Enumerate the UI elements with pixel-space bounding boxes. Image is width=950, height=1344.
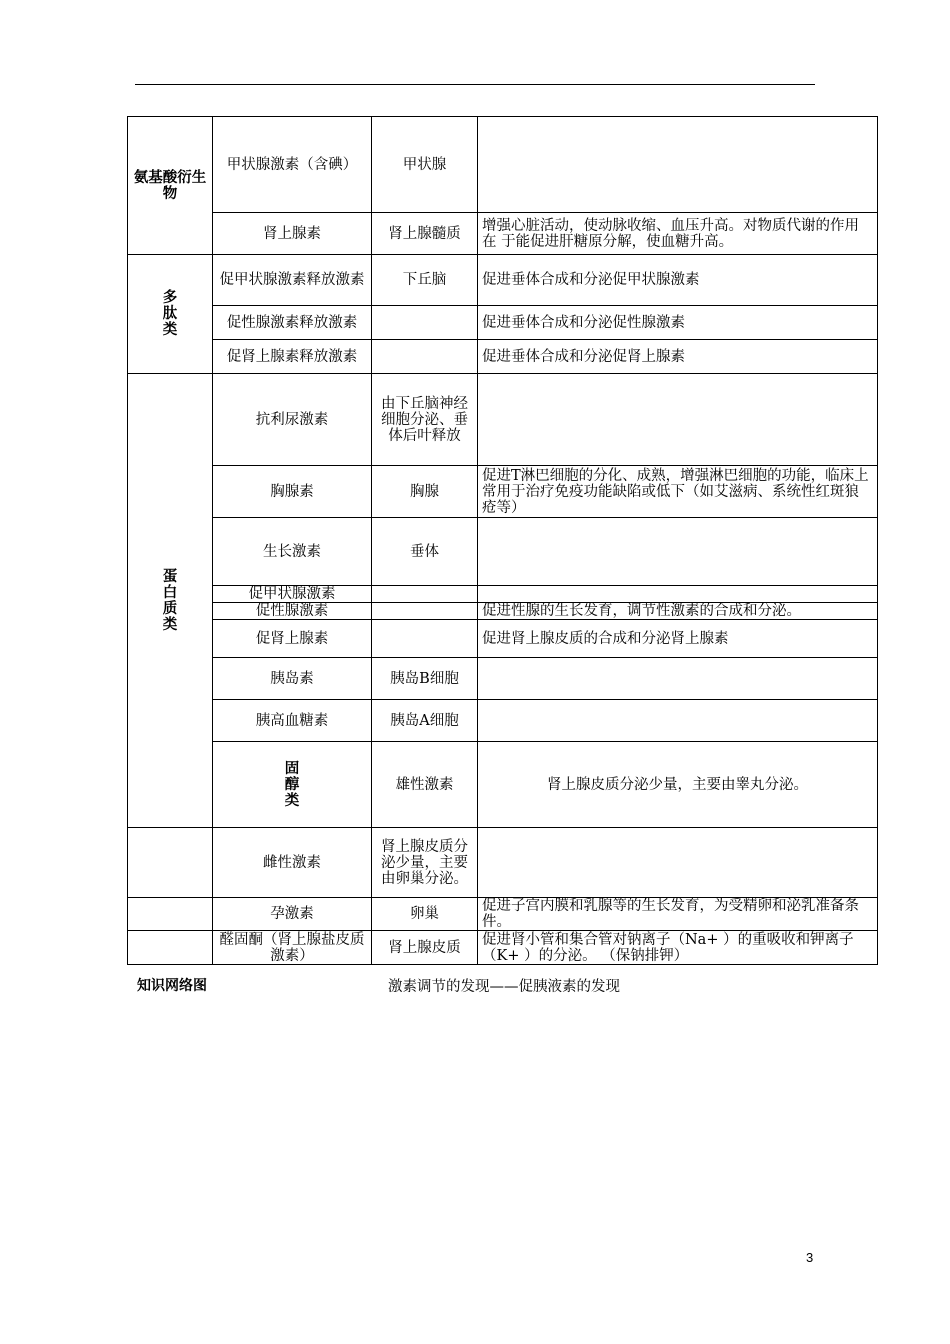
hormone-source: 肾上腺皮质分泌少量，主要由睾丸分泌。 — [478, 742, 878, 828]
hormone-source: 胰岛A细胞 — [372, 700, 478, 742]
hormone-source: 胸腺 — [372, 466, 478, 518]
hormone-name: 促甲状腺激素释放激素 — [213, 255, 372, 306]
category-blank — [128, 828, 213, 898]
hormone-name: 促肾上腺素释放激素 — [213, 340, 372, 374]
category-blank — [128, 931, 213, 965]
hormone-function: 促进T淋巴细胞的分化、成熟，增强淋巴细胞的功能，临床上常用于治疗免疫功能缺陷或低下（如艾滋病、系统性红斑狼疮等） — [478, 466, 878, 518]
table-row — [128, 117, 878, 213]
category-peptide: 多肽类 — [128, 255, 213, 374]
table-row — [128, 742, 878, 828]
table-row — [128, 306, 878, 340]
hormone-function — [478, 374, 878, 466]
hormone-name: 胸腺素 — [213, 466, 372, 518]
hormone-function: 促进肾小管和集合管对钠离子（Na+ ）的重吸收和钾离子（K+ ）的分泌。 （保钠排钾） — [478, 931, 878, 965]
page-number: 3 — [806, 1250, 814, 1265]
hormone-source: 肾上腺皮质分泌少量，主要由卵巢分泌。 — [372, 828, 478, 898]
hormone-function — [478, 700, 878, 742]
hormone-name: 促性腺激素释放激素 — [213, 306, 372, 340]
hormone-function: 增强心脏活动，使动脉收缩、血压升高。对物质代谢的作用在 于能促进肝糖原分解，使血糖升高。 — [478, 213, 878, 255]
hormone-source: 垂体 — [372, 518, 478, 586]
hormone-name: 促性腺激素 — [213, 603, 372, 620]
category-steroid: 固醇类 — [213, 742, 372, 828]
header-rule — [135, 84, 815, 85]
hormone-function: 促进性腺的生长发育，调节性激素的合成和分泌。 — [478, 603, 878, 620]
hormone-function: 促进子宫内膜和乳腺等的生长发育，为受精卵和泌乳准备条件。 — [478, 898, 878, 931]
table-row — [128, 518, 878, 586]
table-row — [128, 620, 878, 658]
table-row — [128, 374, 878, 466]
hormone-source: 由下丘脑神经细胞分泌、垂体后叶释放 — [372, 374, 478, 466]
hormone-function: 促进垂体合成和分泌促性腺激素 — [478, 306, 878, 340]
hormone-function: 促进垂体合成和分泌促肾上腺素 — [478, 340, 878, 374]
hormone-source — [372, 603, 478, 620]
hormone-source: 卵巢 — [372, 898, 478, 931]
hormone-name: 胰岛素 — [213, 658, 372, 700]
hormone-function: 促进肾上腺皮质的合成和分泌肾上腺素 — [478, 620, 878, 658]
table-row — [128, 466, 878, 518]
hormone-name: 抗利尿激素 — [213, 374, 372, 466]
hormone-source: 肾上腺皮质 — [372, 931, 478, 965]
hormone-name: 雌性激素 — [213, 828, 372, 898]
hormone-function: 促进垂体合成和分泌促甲状腺激素 — [478, 255, 878, 306]
category-protein: 蛋白质类 — [128, 374, 213, 828]
knowledge-map-heading: 知识网络图 — [137, 978, 207, 994]
hormone-source: 肾上腺髓质 — [372, 213, 478, 255]
table-row — [128, 255, 878, 306]
hormone-function — [478, 117, 878, 213]
hormone-name: 胰高血糖素 — [213, 700, 372, 742]
hormone-source — [372, 306, 478, 340]
table-row — [128, 603, 878, 620]
hormone-name: 孕激素 — [213, 898, 372, 931]
hormone-function — [478, 518, 878, 586]
category-blank — [128, 898, 213, 931]
hormone-name: 促甲状腺激素 — [213, 586, 372, 603]
hormone-table — [127, 116, 878, 965]
hormone-source: 胰岛B细胞 — [372, 658, 478, 700]
table-row — [128, 828, 878, 898]
table-row — [128, 586, 878, 603]
section-heading: 激素调节的发现——促胰液素的发现 — [388, 979, 620, 995]
hormone-source — [372, 586, 478, 603]
hormone-name: 醛固酮（肾上腺盐皮质激素） — [213, 931, 372, 965]
category-amino-acid: 氨基酸衍生物 — [128, 117, 213, 255]
hormone-name: 甲状腺激素（含碘） — [213, 117, 372, 213]
hormone-name: 促肾上腺素 — [213, 620, 372, 658]
hormone-function — [478, 658, 878, 700]
hormone-source — [372, 620, 478, 658]
hormone-name: 肾上腺素 — [213, 213, 372, 255]
hormone-function — [478, 828, 878, 898]
hormone-source — [372, 340, 478, 374]
table-row — [128, 700, 878, 742]
hormone-function — [478, 586, 878, 603]
table-row — [128, 340, 878, 374]
table-row — [128, 931, 878, 965]
hormone-name: 生长激素 — [213, 518, 372, 586]
table-row — [128, 213, 878, 255]
table-row — [128, 898, 878, 931]
hormone-source: 下丘脑 — [372, 255, 478, 306]
table-row — [128, 658, 878, 700]
hormone-name: 雄性激素 — [372, 742, 478, 828]
hormone-source: 甲状腺 — [372, 117, 478, 213]
